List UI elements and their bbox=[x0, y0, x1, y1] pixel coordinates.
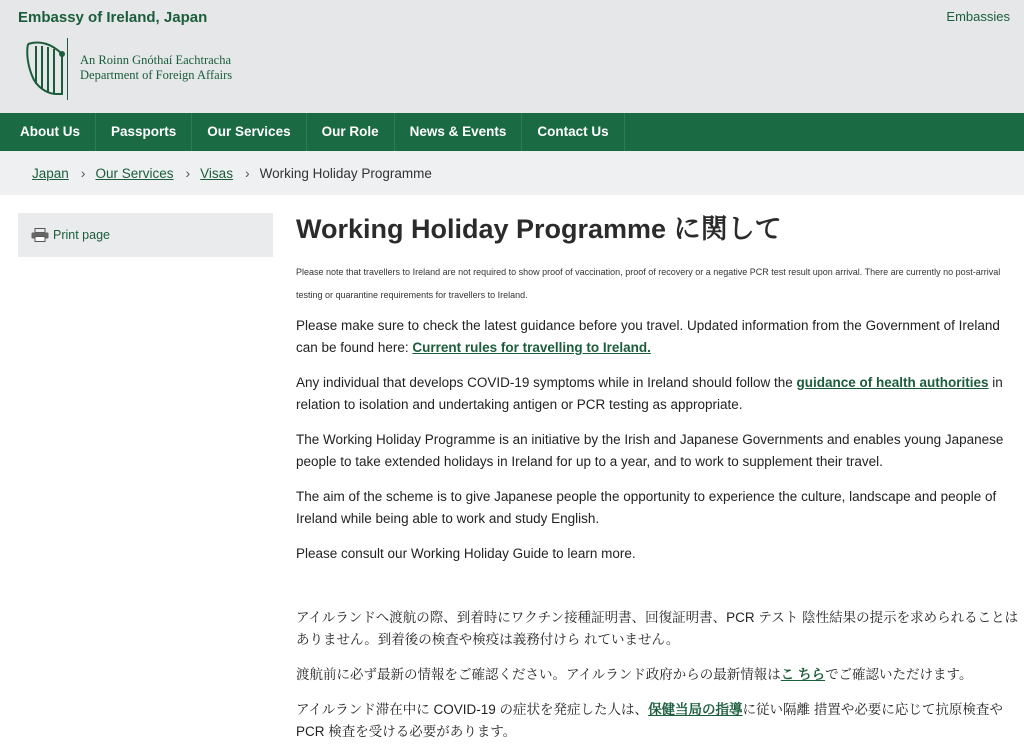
paragraph-text: 渡航前に必ず最新の情報をご確認ください。アイルランド政府からの最新情報は bbox=[296, 667, 781, 682]
main-content bbox=[296, 211, 1024, 746]
chevron-right-icon: › bbox=[80, 165, 86, 181]
main-nav bbox=[0, 113, 1024, 151]
health-authorities-link[interactable]: guidance of health authorities bbox=[796, 375, 989, 390]
jp-health-authorities-link[interactable]: 保健当局の指導 bbox=[648, 702, 743, 717]
page-title: Working Holiday Programme に関して bbox=[296, 214, 782, 244]
department-name[interactable] bbox=[80, 53, 232, 83]
printer-icon bbox=[31, 228, 49, 242]
breadcrumb-our-services[interactable]: Our Services bbox=[95, 165, 174, 181]
paragraph-guide: Please consult our Working Holiday Guide to learn more. bbox=[296, 546, 636, 561]
nav-passports[interactable]: Passports bbox=[96, 113, 192, 151]
nav-our-services[interactable]: Our Services bbox=[192, 113, 306, 151]
nav-about-us[interactable]: About Us bbox=[0, 113, 96, 151]
paragraph-text: in relation to isolation and undertaking antigen or PCR testing as appropriate. bbox=[296, 375, 1003, 412]
paragraph-text: に従い隔離 措置や必要に応じて抗原検査や PCR 検査を受ける必要があります。 bbox=[296, 702, 1003, 739]
paragraph-text: Any individual that develops COVID-19 symptoms while in Ireland should follow the bbox=[296, 375, 797, 390]
paragraph-jp-entry: アイルランドへ渡航の際、到着時にワクチン接種証明書、回復証明書、PCR テスト 陰性結果の提示を求められることはありません。到着後の検査や検疫は義務付けら れていません。 bbox=[296, 610, 1019, 647]
department-irish: An Roinn Gnóthaí Eachtracha bbox=[80, 53, 231, 67]
paragraph-text: Please make sure to check the latest guidance before you travel. Updated information from the Government of Ireland can be found here: bbox=[296, 318, 1000, 355]
paragraph-covid bbox=[296, 372, 1024, 416]
travel-note: Please note that travellers to Ireland are not required to show proof of vaccination, proof of recovery or a negative PCR test result upon arrival. There are currently no post-arrival testing or quarantine requirements for travellers to Ireland. bbox=[296, 267, 1001, 300]
nav-our-role[interactable]: Our Role bbox=[307, 113, 395, 151]
paragraph-aim: The aim of the scheme is to give Japanese people the opportunity to experience the culture, landscape and people of Ireland while being able to work and study English. bbox=[296, 489, 997, 526]
chevron-right-icon: › bbox=[244, 165, 250, 181]
paragraph-guidance bbox=[296, 315, 1024, 359]
site-title[interactable]: Embassy of Ireland, Japan bbox=[18, 9, 208, 26]
site-header bbox=[0, 0, 1024, 113]
current-rules-link[interactable]: Current rules for travelling to Ireland. bbox=[412, 340, 651, 355]
print-page-label: Print page bbox=[53, 228, 110, 242]
logo-divider bbox=[67, 38, 68, 100]
department-english: Department of Foreign Affairs bbox=[80, 68, 233, 82]
nav-news-events[interactable]: News & Events bbox=[395, 113, 523, 151]
nav-contact-us[interactable]: Contact Us bbox=[522, 113, 624, 151]
paragraph-jp-covid bbox=[296, 699, 1024, 743]
breadcrumb-japan[interactable]: Japan bbox=[32, 165, 69, 181]
jp-here-link[interactable]: こ ちら bbox=[780, 667, 826, 682]
paragraph-jp-guidance bbox=[296, 664, 1024, 686]
paragraph-text: でご確認いただけます。 bbox=[825, 667, 973, 682]
print-page-button[interactable] bbox=[18, 213, 273, 257]
embassies-link[interactable]: Embassies bbox=[946, 9, 1010, 24]
paragraph-initiative: The Working Holiday Programme is an initiative by the Irish and Japanese Governments and enables young Japanese people to take extended holidays in Ireland for up to a year, and to work to supplement their travel. bbox=[296, 432, 1004, 469]
paragraph-text: アイルランド滞在中に COVID-19 の症状を発症した人は、 bbox=[296, 702, 649, 717]
breadcrumb bbox=[0, 151, 1024, 195]
breadcrumb-visas[interactable]: Visas bbox=[200, 165, 233, 181]
chevron-right-icon: › bbox=[185, 165, 191, 181]
breadcrumb-current: Working Holiday Programme bbox=[259, 165, 432, 181]
harp-logo-icon[interactable] bbox=[22, 38, 72, 98]
